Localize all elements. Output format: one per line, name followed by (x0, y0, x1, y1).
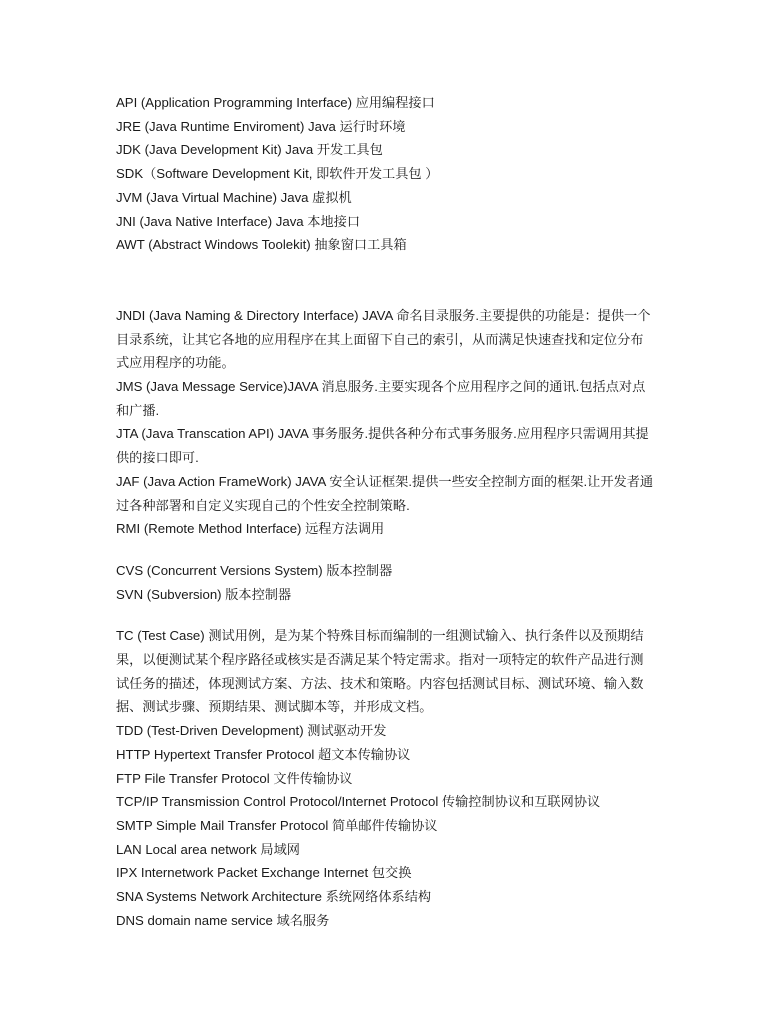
glossary-entry-dns: DNS domain name service 域名服务 (116, 912, 330, 928)
section-gap (116, 606, 656, 624)
glossary-entry-sna: SNA Systems Network Architecture 系统网络体系结构 (116, 889, 432, 905)
glossary-entry-jvm: JVM (Java Virtual Machine) Java 虚拟机 (116, 189, 352, 205)
section-gap (116, 257, 656, 304)
glossary-entry-lan: LAN Local area network 局域网 (116, 841, 300, 857)
document-body (116, 91, 656, 933)
glossary-entry-tdd: TDD (Test-Driven Development) 测试驱动开发 (116, 723, 387, 739)
glossary-entry-jdk: JDK (Java Development Kit) Java 开发工具包 (116, 142, 383, 158)
glossary-entry-api: API (Application Programming Interface) 应用编程接口 (116, 95, 435, 110)
glossary-entry-tcpip: TCP/IP Transmission Control Protocol/Internet Protocol 传输控制协议和互联网协议 (116, 794, 601, 810)
glossary-entry-svn: SVN (Subversion) 版本控制器 (116, 586, 292, 602)
glossary-entry-tc: TC (Test Case) 测试用例，是为某个特殊目标而编制的一组测试输入、执行条件以及预期结果，以便测试某个程序路径或核实是否满足某个特定需求。指对一项特定的软件产品进行测试任务的描述，体现测试方案、方法、技术和策略。内容包括测试目标、测试环境、输入数据、测试步骤、预期结果、测试脚本等，并形成文档。 (116, 628, 644, 715)
glossary-group-java-services (116, 304, 656, 541)
glossary-entry-ipx: IPX Internetwork Packet Exchange Internet 包交换 (116, 865, 412, 881)
glossary-group-java-basics (116, 91, 656, 257)
glossary-entry-jms: JMS (Java Message Service)JAVA 消息服务.主要实现各个应用程序之间的通讯.包括点对点和广播. (116, 379, 646, 418)
glossary-group-version-control (116, 559, 656, 606)
glossary-entry-jndi: JNDI (Java Naming & Directory Interface) JAVA 命名目录服务.主要提供的功能是：提供一个目录系统，让其它各地的应用程序在其上面留下自己的索引，从而满足快速查找和定位分布式应用程序的功能。 (116, 307, 651, 371)
glossary-entry-awt: AWT (Abstract Windows Toolekit) 抽象窗口工具箱 (116, 237, 407, 253)
glossary-entry-ftp: FTP File Transfer Protocol 文件传输协议 (116, 770, 353, 786)
glossary-entry-jni: JNI (Java Native Interface) Java 本地接口 (116, 213, 361, 229)
section-gap (116, 541, 656, 559)
glossary-entry-http: HTTP Hypertext Transfer Protocol 超文本传输协议 (116, 746, 411, 762)
glossary-entry-cvs: CVS (Concurrent Versions System) 版本控制器 (116, 562, 393, 578)
glossary-group-testing-network (116, 624, 656, 932)
glossary-entry-jaf: JAF (Java Action FrameWork) JAVA 安全认证框架.提供一些安全控制方面的框架.让开发者通过各种部署和自定义实现自己的个性安全控制策略. (116, 473, 654, 513)
glossary-entry-jta: JTA (Java Transcation API) JAVA 事务服务.提供各种分布式事务服务.应用程序只需调用其提供的接口即可. (116, 426, 649, 466)
glossary-entry-smtp: SMTP Simple Mail Transfer Protocol 简单邮件传输协议 (116, 817, 438, 833)
glossary-entry-rmi: RMI (Remote Method Interface) 远程方法调用 (116, 521, 385, 537)
glossary-entry-jre: JRE (Java Runtime Enviroment) Java 运行时环境 (116, 118, 406, 134)
glossary-entry-sdk: SDK（Software Development Kit, 即软件开发工具包 ） (116, 166, 439, 182)
